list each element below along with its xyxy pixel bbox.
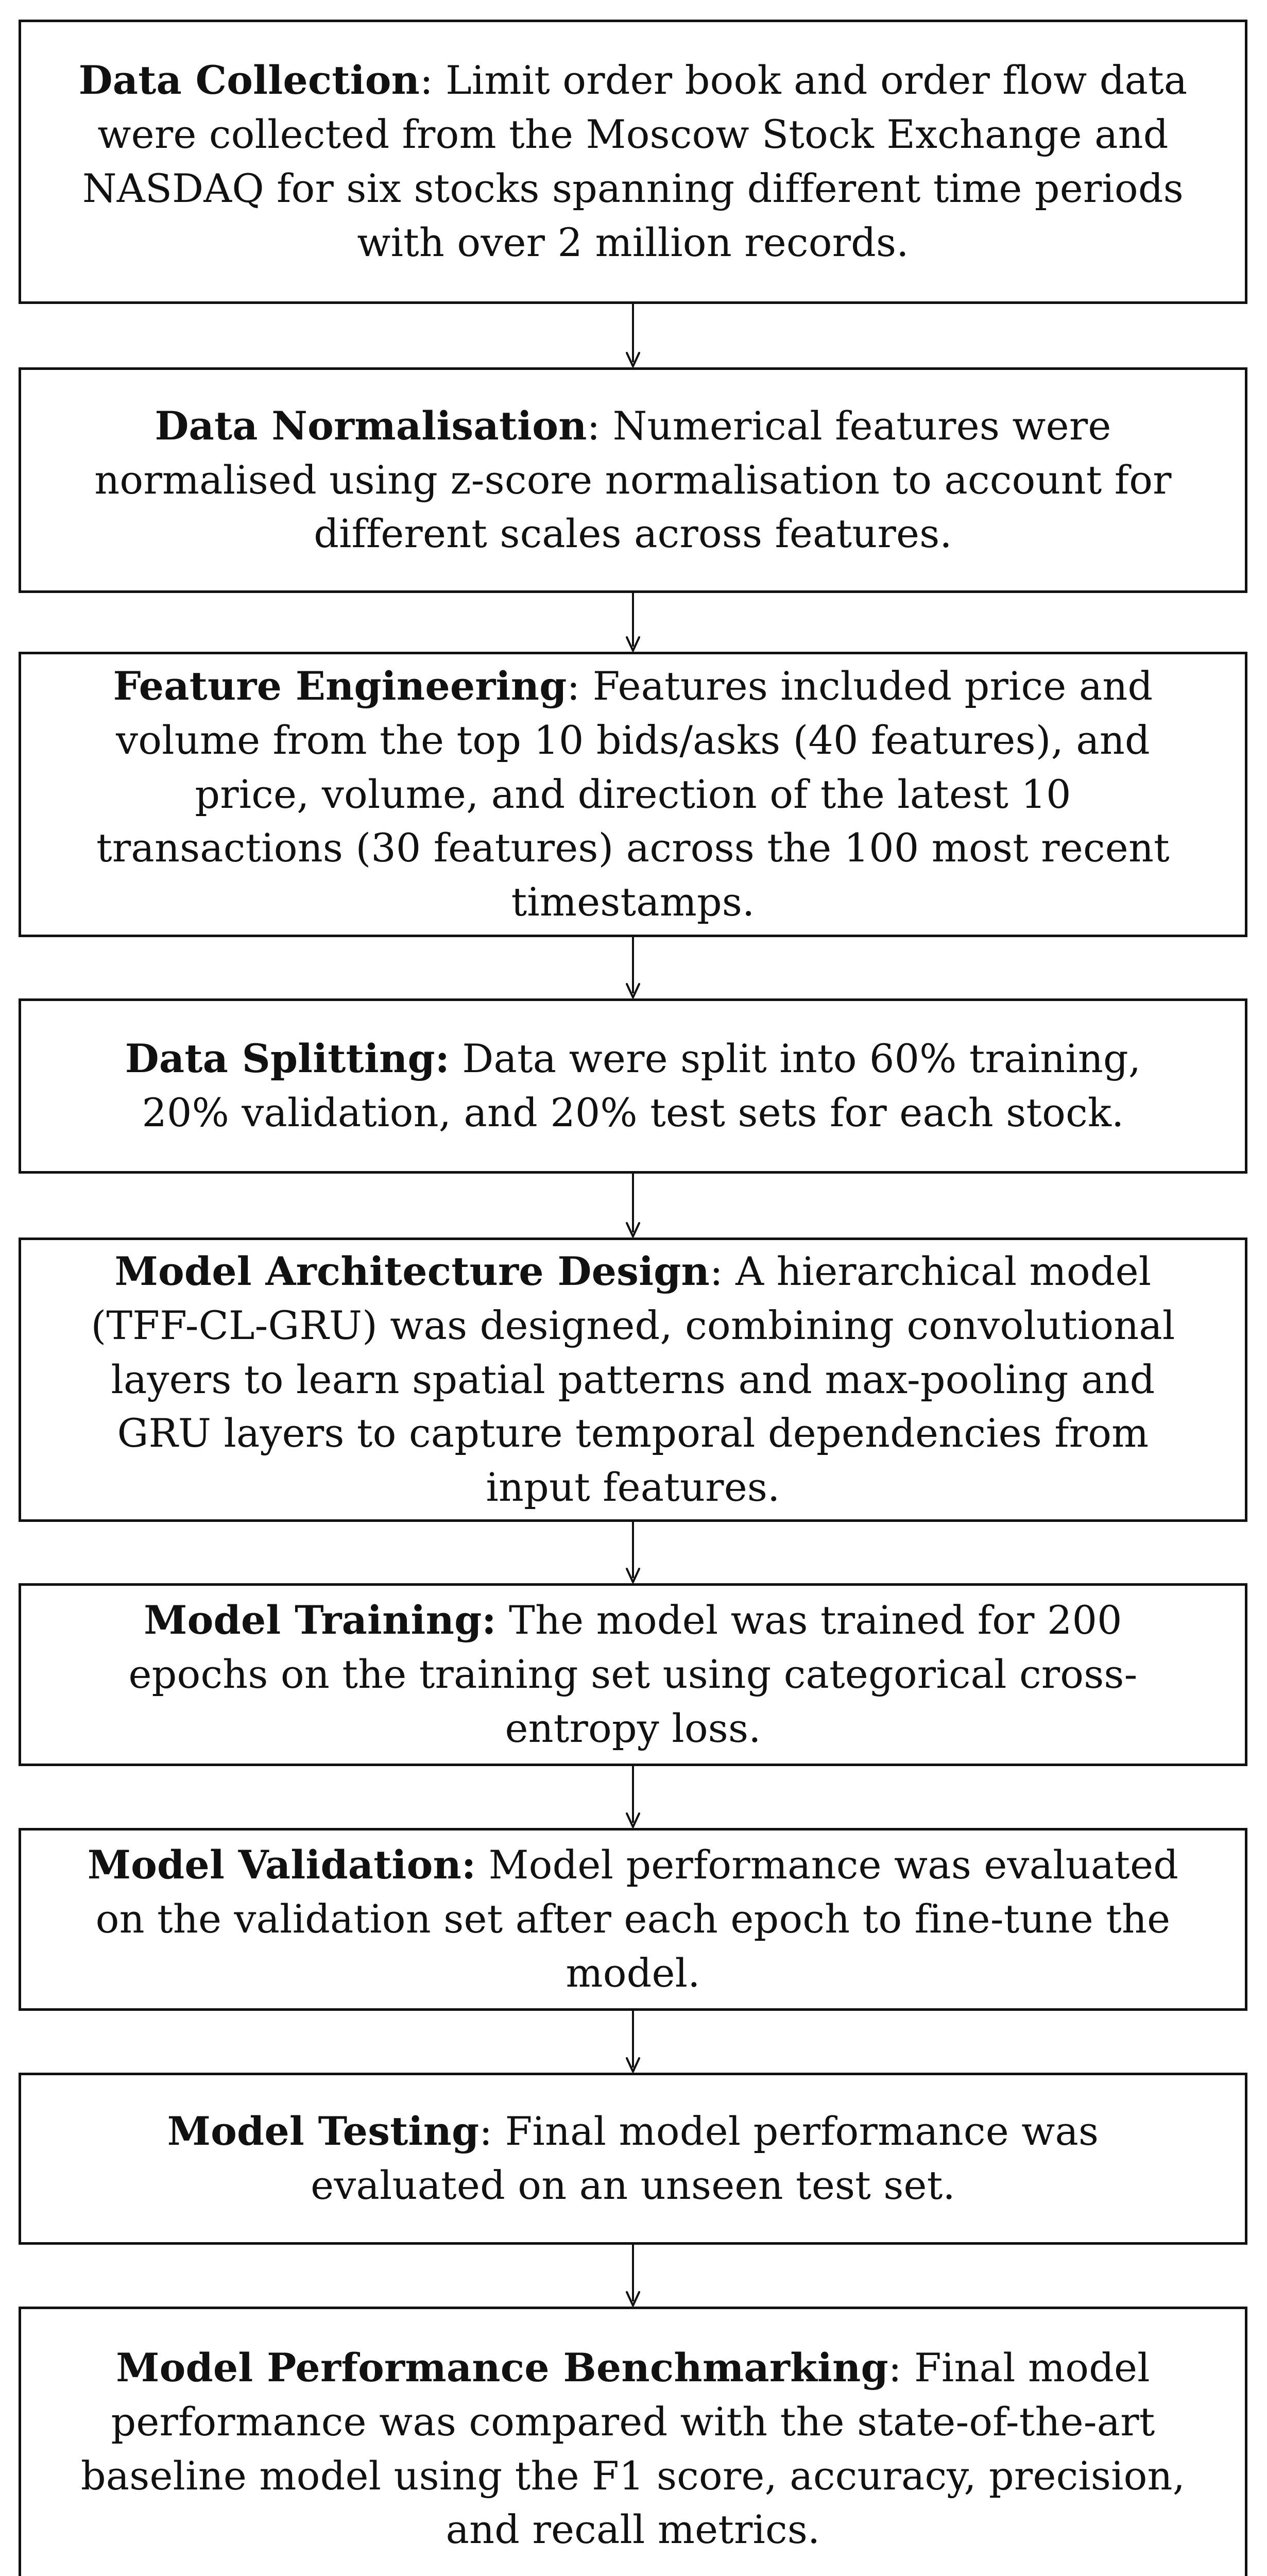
arrowhead-icon: [627, 1814, 639, 1827]
step-description: Final model performance was evaluated on an unseen test set.: [311, 2108, 1099, 2208]
step-separator: :: [587, 402, 613, 449]
step-title: Data Splitting:: [125, 1036, 450, 1082]
step-separator: [476, 1842, 488, 1888]
step-separator: [496, 1597, 509, 1643]
step-text: [78, 1594, 1188, 1756]
arrowhead-icon: [627, 984, 639, 997]
arrowhead-icon: [627, 1223, 639, 1236]
step-separator: :: [479, 2108, 505, 2155]
step-description: Features included price and volume from the top 10 bids/asks (40 features), and price, volume, and direction of the latest 10 transactions (30 features) across the 100 most recent timestamps.: [96, 663, 1170, 925]
step-description: A hierarchical model (TFF-CL-GRU) was designed, combining convolutional layers to learn spatial patterns and max-pooling and GRU layers to capture temporal dependencies from input features.: [91, 1248, 1175, 1511]
step-text: [78, 659, 1188, 929]
step-title: Data Normalisation: [155, 402, 587, 449]
step-text: [78, 54, 1188, 270]
step-title: Model Architecture Design: [114, 1248, 710, 1294]
step-title: Model Validation:: [87, 1842, 476, 1888]
arrowhead-icon: [627, 353, 639, 366]
step-model-performance-benchmarking: [19, 2307, 1247, 2576]
step-separator: :: [567, 663, 593, 709]
step-text: [78, 399, 1188, 562]
step-separator: [450, 1036, 462, 1081]
arrowhead-icon: [627, 2058, 639, 2072]
arrowhead-icon: [627, 2292, 639, 2306]
step-separator: :: [888, 2344, 915, 2391]
step-model-training: [19, 1583, 1247, 1766]
step-model-validation: [19, 1828, 1247, 2011]
step-data-normalisation: [19, 367, 1247, 593]
step-description: The model was trained for 200 epochs on the training set using categorical cross-entropy loss.: [128, 1597, 1138, 1751]
step-model-architecture-design: [19, 1238, 1247, 1522]
step-data-splitting: [19, 998, 1247, 1174]
step-title: Model Training:: [144, 1597, 496, 1643]
step-feature-engineering: [19, 652, 1247, 937]
step-text: [78, 1032, 1188, 1140]
step-title: Data Collection: [78, 57, 420, 104]
step-text: [78, 2341, 1188, 2557]
step-title: Feature Engineering: [113, 663, 567, 709]
step-description: Limit order book and order flow data were collected from the Moscow Stock Exchange and NASDAQ for six stocks spanning different time periods with over 2 million records.: [82, 57, 1188, 265]
step-description: Numerical features were normalised using z-score normalisation to account for different scales across features.: [94, 402, 1172, 557]
step-description: Model performance was evaluated on the validation set after each epoch to fine-tune the model.: [95, 1842, 1179, 1996]
step-description: Data were split into 60% training, 20% validation, and 20% test sets for each stock.: [142, 1036, 1141, 1136]
step-description: Final model performance was compared with the state-of-the-art baseline model using the F1 score, accuracy, precision, and recall metrics.: [80, 2344, 1186, 2553]
step-data-collection: [19, 20, 1247, 304]
arrowhead-icon: [627, 637, 639, 651]
step-separator: :: [420, 57, 446, 104]
step-title: Model Testing: [167, 2108, 480, 2155]
step-text: [78, 1838, 1188, 2001]
arrowhead-icon: [627, 1569, 639, 1582]
step-text: [78, 2105, 1188, 2213]
step-separator: :: [709, 1248, 736, 1294]
step-text: [78, 1245, 1188, 1515]
step-title: Model Performance Benchmarking: [116, 2344, 888, 2391]
step-model-testing: [19, 2073, 1247, 2245]
